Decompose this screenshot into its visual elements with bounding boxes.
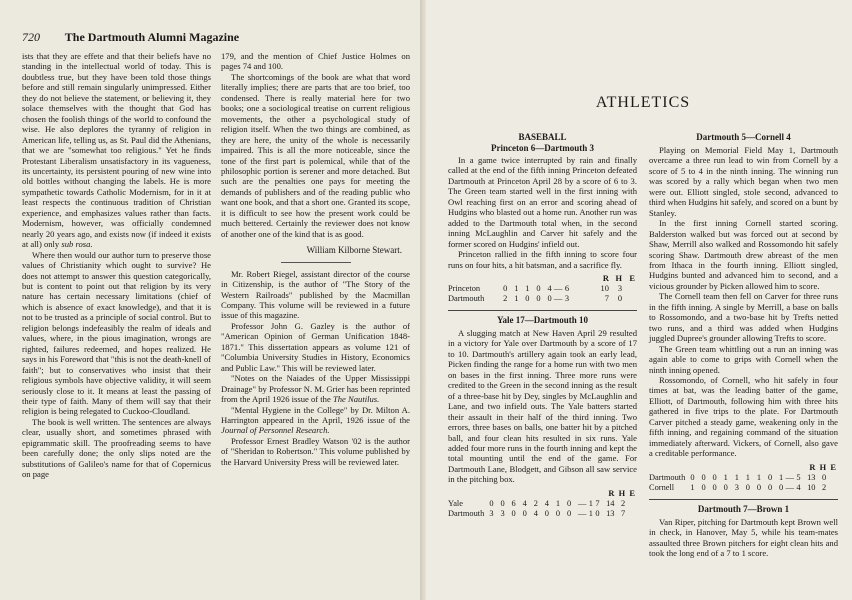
col-header: R	[602, 273, 609, 283]
innings: 1 0 0 0 3 0 0 0 0—4	[690, 482, 803, 492]
paragraph	[221, 373, 410, 404]
paragraph: Princeton rallied in the fifth inning to score four runs on four hits, a hit batsman, and a sacrifice fly.	[448, 249, 637, 270]
page-number: 720	[22, 30, 40, 44]
table-row	[649, 483, 838, 493]
paragraph: Professor John G. Gazley is the author of "American Opinion of German Unification 1848-1871." This dissertation appears as volume 121 of "Columbia University Studies in History, Economics and Public Law." This will be reviewed later.	[221, 320, 410, 373]
review-signature: William Kilborne Stewart.	[306, 245, 402, 256]
paragraph: The Green team whittling out a run an inning was again able to come to grips with Cornell when the ninth inning opened.	[649, 343, 838, 375]
hits: 13	[807, 472, 816, 482]
errors: 7	[620, 508, 626, 518]
innings: 0 1 1 0 4—6	[503, 283, 572, 293]
team-name: Dartmouth	[448, 293, 485, 303]
table-row	[448, 284, 637, 294]
paragraph: In the first inning Cornell started scoring. Balderston walked but was forced out at second by Shaw, Merrill also walked and Rossomondo hit safely scoring Shaw. Dartmouth drew abreast of the men from Ithaca in the fourth inning. Elliott singled, Hudgins bunted and advanced him to second, and a vicious grounder by Picken allowed him to score.	[649, 218, 838, 291]
team-name: Yale	[448, 498, 463, 508]
col-header: E	[830, 462, 836, 472]
divider	[448, 310, 637, 311]
table-row	[649, 473, 838, 483]
team-name: Dartmouth	[649, 472, 686, 482]
errors: 3	[617, 283, 623, 293]
right-page	[426, 0, 852, 600]
col-header: R	[608, 488, 615, 498]
left-page	[0, 0, 420, 600]
paragraph: The shortcomings of the book are what that word literally implies; there are parts that are too brief, too condensed. There is really material here for two books; one a sociological treatise on current religious movements, the other a psychological study of religion itself. When the two things are combined, as they are here, the unity of the whole is necessarily impaired. This is all the more noticeable, since the tone of the first part is polemical, while that of the philosophic portion is serener and more detached. But such are the penalties one pays for meeting the demands of publishers and of the reading public who want one book, and that a short one. Granted its scope, it is difficult to see how the present work could be much bettered. Certainly the reviewer does not know of another one of the kind that is as good.	[221, 71, 410, 239]
paragraph-text: "Notes on the Naiades of the Upper Mississippi Drainage" by Professor N. M. Grier has been reprinted from the April 1926 issue of the	[221, 373, 410, 405]
col-header: H	[819, 462, 827, 472]
left-column-2	[221, 51, 410, 480]
table-row	[448, 499, 637, 509]
paragraph: The book is well written. The sentences are always clear, usually short, and sometimes phrased with epigrammatic skill. The proofreading seems to have been carefully done; the only slips noted are the substitutions of Galileo's name for that of Copernicus on page	[22, 416, 211, 480]
col-header: R	[809, 462, 816, 472]
paragraph: Where then would our author turn to preserve those values of Christianity which ought to survive? He does not attempt to answer this question categorically, but is content to point out that religion by its very nature has certain necessary limitations (chief of which is absence of exact knowledge), and that it is not to be trusted as a principle of social control. But to religion belongs indefeasibly the realm of ideals and values, where, in the pious imagination, wrongs are righted, failures redeemed, and hopes realized. He says in his Foreword that "this is not the death-knell of faith"; but to conservatives who insist that their religious symbols have objective validity, it will seem seriously close to it. It means at least the passing of their type of faith. Many of them will say that their religion is being relegated to Cuckoo-Cloudland.	[22, 249, 211, 417]
paragraph	[22, 51, 211, 250]
left-column-1	[22, 51, 211, 480]
right-columns	[448, 132, 838, 558]
col-header: E	[629, 273, 635, 283]
col-header: E	[629, 488, 635, 498]
paragraph: Mr. Robert Riegel, assistant director of the course in Citizenship, is the author of "The Story of the Western Railroads" published by the Macmillan Company. This volume will be reviewed in a future issue of this magazine.	[221, 268, 410, 321]
paragraph: Rossomondo, of Cornell, who hit safely in four times at bat, was the leading batter of the game, Elliott, of Dartmouth, following him with three hits gathered in five trips to the plate. For Dartmouth Carver pitched a steady game, weakening only in the fifth inning, and regaining command of the situation immediately afterward. Vickers, of Cornell, also gave a creditable performance.	[649, 374, 838, 459]
paragraph: Professor Ernest Bradley Watson '02 is the author of "Sheridan to Robertson." This volume published by the Harvard University Press will be reviewed later.	[221, 435, 410, 467]
innings: 3 3 0 0 4 0 0 0 —10	[489, 508, 602, 518]
innings: 2 1 0 0 0—3	[503, 293, 572, 303]
team-name: Princeton	[448, 283, 481, 293]
team-name: Cornell	[649, 482, 675, 492]
hits: 13	[606, 508, 615, 518]
table-row	[448, 509, 637, 519]
box-score	[649, 463, 838, 493]
hits: 7	[604, 293, 609, 303]
game-heading: Yale 17—Dartmouth 10	[497, 314, 588, 325]
paragraph-text: ists that they are effete and that their beliefs have no standing in the intellectual world of today. This is doubtless true, but they have been told those things before and still remain singularly unimpressed. Either they do not believe the statement, or believing it, they solace themselves with the thought that God has chosen the foolish things of the world to confound the wise. He also deplores the tyranny of religion in American life, telling us, as St. Paul did the Athenians, that we are "somewhat too religious." Yet he finds Protestant Liberalism unsatisfactory in its vagueness, its uncertainty, its persistent pouring of new wine into old bottles without changing the labels. He is more sympathetic towards Catholic Modernism, for in it at least respects the continuous tradition of Christian experience, and emphasizes values rather than facts. Modernism, however, was officially condemned nearly 20 years ago, and exists now (if indeed it exists at all) only	[22, 51, 211, 250]
errors: 2	[821, 482, 827, 492]
magazine-title: The Dartmouth Alumni Magazine	[64, 30, 240, 44]
paragraph-text: "Mental Hygiene in the College" by Dr. Milton A. Harrington appeared in the April, 1926 issue of the	[221, 404, 410, 425]
innings: 0 0 6 4 2 4 1 0 —17	[489, 498, 602, 508]
innings: 0 0 0 1 1 1 1 0 1—5	[690, 472, 803, 482]
section-title: ATHLETICS	[595, 94, 691, 111]
hits: 14	[606, 498, 615, 508]
table-row	[448, 294, 637, 304]
italic-text: sub rosa.	[61, 239, 93, 250]
baseball-heading: BASEBALL	[518, 132, 567, 142]
divider	[649, 499, 838, 500]
hits: 10	[600, 283, 609, 293]
team-name: Dartmouth	[448, 508, 485, 518]
italic-text: The Nautilus.	[332, 394, 380, 405]
game-heading: Princeton 6—Dartmouth 3	[491, 143, 594, 153]
italic-text: Journal of Personnel Research.	[221, 425, 330, 436]
errors: 0	[821, 472, 827, 482]
game-heading: Dartmouth 7—Brown 1	[697, 503, 790, 514]
col-header: H	[618, 488, 626, 498]
running-head	[22, 30, 410, 45]
divider	[281, 262, 351, 263]
left-columns	[22, 51, 410, 480]
paragraph: Van Riper, pitching for Dartmouth kept Brown well in check, in Hanover, May 5, while his team-mates assaulted three Brown pitchers for eight clean hits and took the long end of a 7 to 1 score.	[649, 516, 838, 558]
paragraph: The Cornell team then fell on Carver for three runs in the fifth inning. A single by Merrill, a base on balls to Rossomondo, and a two-base hit by Trefts netted two runs, and a third was added when Hudgins juggled Dupree's grounder allowing Trefts to score.	[649, 291, 838, 344]
box-score	[448, 489, 637, 519]
paragraph: In a game twice interrupted by rain and finally called at the end of the fifth inning Princeton defeated Dartmouth at Princeton April 28 by a score of 6 to 3. The Green team started well in the first inning with Owl reaching first on an error and scoring ahead of Hudgins who blasted out a home run. Another run was added to the Dartmouth total when, in the second inning McLaughlin and Carver hit safely and the former scored on Hudgins' infield out.	[448, 155, 637, 249]
col-header: H	[615, 273, 623, 283]
errors: 2	[620, 498, 626, 508]
paragraph	[221, 405, 410, 436]
errors: 0	[617, 293, 623, 303]
game-heading: Dartmouth 5—Cornell 4	[696, 132, 791, 142]
box-score	[448, 274, 637, 304]
paragraph: 179, and the mention of Chief Justice Holmes on pages 74 and 100.	[221, 51, 410, 72]
paragraph: A slugging match at New Haven April 29 resulted in a victory for Yale over Dartmouth by a score of 17 to 10. Dartmouth's artillery again took an early lead, Picken finding the range for a home run with two men on bases in the first inning. Three more runs were credited to the Green in the second inning as the result of a three-base hit by Dey, singles by McLaughlin and Lane, and two infield outs. The Yale batters started their assault in their half of the third inning. Two errors, three bases on balls, one batter hit by a pitched ball, and four clean hits resulted in six runs. Yale added four more runs in the fourth inning and kept the total mounting until the end of the game. For Dartmouth Lane, Blodgett, and Gibson all saw service in the pitching box.	[448, 327, 637, 485]
hits: 10	[807, 482, 816, 492]
right-column-2	[649, 132, 838, 558]
paragraph: Playing on Memorial Field May 1, Dartmouth overcame a three run lead to win from Cornell by a score of 5 to 4 in the ninth inning. The winning run was scored by a rally which began when two men were out. Elliott singled, stole second, advanced to third when Hudgins hit safely, and scored on a bunt by Stanley.	[649, 145, 838, 218]
right-column-1	[448, 132, 637, 558]
